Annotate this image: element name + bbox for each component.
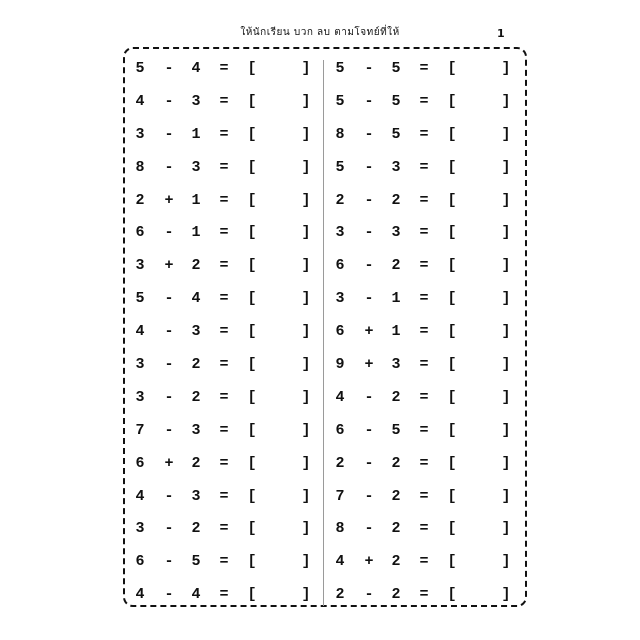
first-operand: 3 bbox=[335, 290, 345, 308]
answer-bracket-open[interactable]: [ bbox=[247, 356, 257, 374]
first-operand: 6 bbox=[335, 421, 345, 439]
operator-sign: - bbox=[364, 454, 374, 472]
equals-sign: = bbox=[219, 224, 229, 242]
second-operand: 3 bbox=[191, 421, 201, 439]
first-operand: 9 bbox=[335, 356, 345, 374]
second-operand: 3 bbox=[391, 224, 401, 242]
answer-bracket-open[interactable]: [ bbox=[247, 553, 257, 571]
answer-bracket-close[interactable]: ] bbox=[501, 388, 511, 406]
answer-bracket-close[interactable]: ] bbox=[501, 487, 511, 505]
problem-row bbox=[331, 512, 516, 545]
problem-row bbox=[331, 216, 516, 249]
problem-row bbox=[131, 184, 316, 217]
equals-sign: = bbox=[219, 158, 229, 176]
first-operand: 8 bbox=[135, 158, 145, 176]
answer-bracket-close[interactable]: ] bbox=[301, 323, 311, 341]
problem-row bbox=[331, 85, 516, 118]
answer-bracket-close[interactable]: ] bbox=[301, 520, 311, 538]
first-operand: 5 bbox=[135, 290, 145, 308]
problem-row bbox=[331, 447, 516, 480]
operator-sign: - bbox=[364, 224, 374, 242]
first-operand: 6 bbox=[135, 553, 145, 571]
operator-sign: - bbox=[164, 125, 174, 143]
equals-sign: = bbox=[219, 323, 229, 341]
first-operand: 4 bbox=[335, 388, 345, 406]
first-operand: 2 bbox=[335, 586, 345, 604]
operator-sign: + bbox=[364, 323, 374, 341]
second-operand: 5 bbox=[391, 92, 401, 110]
equals-sign: = bbox=[419, 356, 429, 374]
equals-sign: = bbox=[419, 586, 429, 604]
second-operand: 5 bbox=[391, 421, 401, 439]
equals-sign: = bbox=[219, 520, 229, 538]
second-operand: 2 bbox=[191, 520, 201, 538]
answer-bracket-open[interactable]: [ bbox=[247, 224, 257, 242]
operator-sign: - bbox=[164, 224, 174, 242]
answer-bracket-close[interactable]: ] bbox=[301, 60, 311, 77]
problem-row bbox=[131, 447, 316, 480]
problem-row bbox=[131, 249, 316, 282]
answer-bracket-open[interactable]: [ bbox=[447, 356, 457, 374]
answer-bracket-close[interactable]: ] bbox=[501, 224, 511, 242]
answer-bracket-close[interactable]: ] bbox=[501, 60, 511, 77]
second-operand: 1 bbox=[191, 125, 201, 143]
first-operand: 5 bbox=[135, 60, 145, 77]
problem-row bbox=[131, 578, 316, 611]
answer-bracket-open[interactable]: [ bbox=[247, 487, 257, 505]
answer-bracket-close[interactable]: ] bbox=[501, 290, 511, 308]
first-operand: 4 bbox=[135, 586, 145, 604]
operator-sign: + bbox=[164, 191, 174, 209]
column-divider bbox=[323, 60, 324, 606]
answer-bracket-open[interactable]: [ bbox=[447, 388, 457, 406]
operator-sign: - bbox=[364, 191, 374, 209]
answer-bracket-open[interactable]: [ bbox=[447, 290, 457, 308]
answer-bracket-close[interactable]: ] bbox=[301, 158, 311, 176]
problem-row bbox=[331, 249, 516, 282]
answer-bracket-close[interactable]: ] bbox=[301, 92, 311, 110]
answer-bracket-open[interactable]: [ bbox=[447, 323, 457, 341]
problem-row bbox=[331, 315, 516, 348]
equals-sign: = bbox=[419, 323, 429, 341]
problem-row bbox=[131, 52, 316, 85]
second-operand: 2 bbox=[191, 454, 201, 472]
equals-sign: = bbox=[219, 421, 229, 439]
answer-bracket-close[interactable]: ] bbox=[301, 290, 311, 308]
answer-bracket-close[interactable]: ] bbox=[501, 92, 511, 110]
equals-sign: = bbox=[219, 388, 229, 406]
second-operand: 4 bbox=[191, 586, 201, 604]
answer-bracket-close[interactable]: ] bbox=[501, 520, 511, 538]
second-operand: 2 bbox=[391, 388, 401, 406]
answer-bracket-open[interactable]: [ bbox=[447, 224, 457, 242]
first-operand: 3 bbox=[135, 356, 145, 374]
answer-bracket-close[interactable]: ] bbox=[301, 224, 311, 242]
equals-sign: = bbox=[219, 356, 229, 374]
answer-bracket-close[interactable]: ] bbox=[301, 487, 311, 505]
equals-sign: = bbox=[419, 125, 429, 143]
first-operand: 8 bbox=[335, 520, 345, 538]
problem-row bbox=[331, 381, 516, 414]
first-operand: 4 bbox=[335, 553, 345, 571]
equals-sign: = bbox=[219, 586, 229, 604]
first-operand: 7 bbox=[135, 421, 145, 439]
answer-bracket-close[interactable]: ] bbox=[501, 454, 511, 472]
equals-sign: = bbox=[219, 60, 229, 77]
answer-bracket-open[interactable]: [ bbox=[247, 158, 257, 176]
second-operand: 3 bbox=[391, 158, 401, 176]
second-operand: 2 bbox=[391, 454, 401, 472]
second-operand: 2 bbox=[191, 356, 201, 374]
answer-bracket-open[interactable]: [ bbox=[447, 553, 457, 571]
answer-bracket-open[interactable]: [ bbox=[447, 158, 457, 176]
problem-row bbox=[131, 282, 316, 315]
second-operand: 1 bbox=[191, 224, 201, 242]
problem-row bbox=[331, 578, 516, 611]
first-operand: 2 bbox=[335, 191, 345, 209]
problem-row bbox=[331, 151, 516, 184]
answer-bracket-open[interactable]: [ bbox=[247, 323, 257, 341]
equals-sign: = bbox=[419, 454, 429, 472]
answer-bracket-open[interactable]: [ bbox=[447, 125, 457, 143]
second-operand: 2 bbox=[391, 586, 401, 604]
first-operand: 7 bbox=[335, 487, 345, 505]
right-problem-column bbox=[331, 52, 516, 611]
answer-bracket-close[interactable]: ] bbox=[301, 388, 311, 406]
equals-sign: = bbox=[419, 553, 429, 571]
second-operand: 4 bbox=[191, 290, 201, 308]
problem-row bbox=[331, 118, 516, 151]
second-operand: 3 bbox=[191, 158, 201, 176]
operator-sign: - bbox=[164, 487, 174, 505]
answer-bracket-close[interactable]: ] bbox=[301, 191, 311, 209]
operator-sign: - bbox=[164, 421, 174, 439]
answer-bracket-close[interactable]: ] bbox=[501, 586, 511, 604]
answer-bracket-close[interactable]: ] bbox=[301, 421, 311, 439]
equals-sign: = bbox=[419, 92, 429, 110]
first-operand: 6 bbox=[335, 323, 345, 341]
answer-bracket-close[interactable]: ] bbox=[501, 323, 511, 341]
equals-sign: = bbox=[419, 421, 429, 439]
second-operand: 5 bbox=[391, 125, 401, 143]
second-operand: 1 bbox=[191, 191, 201, 209]
problem-row bbox=[131, 480, 316, 513]
first-operand: 3 bbox=[135, 388, 145, 406]
equals-sign: = bbox=[419, 257, 429, 275]
equals-sign: = bbox=[419, 191, 429, 209]
problem-row bbox=[331, 282, 516, 315]
first-operand: 3 bbox=[335, 224, 345, 242]
second-operand: 2 bbox=[391, 487, 401, 505]
equals-sign: = bbox=[419, 520, 429, 538]
first-operand: 3 bbox=[135, 125, 145, 143]
answer-bracket-open[interactable]: [ bbox=[247, 454, 257, 472]
first-operand: 4 bbox=[135, 323, 145, 341]
left-problem-column bbox=[131, 52, 316, 611]
operator-sign: - bbox=[364, 158, 374, 176]
second-operand: 5 bbox=[191, 553, 201, 571]
second-operand: 3 bbox=[191, 323, 201, 341]
equals-sign: = bbox=[219, 257, 229, 275]
second-operand: 3 bbox=[191, 487, 201, 505]
operator-sign: - bbox=[164, 158, 174, 176]
first-operand: 4 bbox=[135, 92, 145, 110]
first-operand: 3 bbox=[135, 257, 145, 275]
problem-row bbox=[131, 348, 316, 381]
equals-sign: = bbox=[219, 290, 229, 308]
answer-bracket-close[interactable]: ] bbox=[501, 158, 511, 176]
problem-row bbox=[131, 216, 316, 249]
equals-sign: = bbox=[419, 224, 429, 242]
answer-bracket-close[interactable]: ] bbox=[501, 257, 511, 275]
operator-sign: + bbox=[164, 454, 174, 472]
first-operand: 2 bbox=[135, 191, 145, 209]
problem-row bbox=[131, 545, 316, 578]
equals-sign: = bbox=[419, 388, 429, 406]
second-operand: 5 bbox=[391, 60, 401, 77]
second-operand: 4 bbox=[191, 60, 201, 77]
operator-sign: - bbox=[164, 60, 174, 77]
equals-sign: = bbox=[219, 125, 229, 143]
equals-sign: = bbox=[419, 60, 429, 77]
operator-sign: - bbox=[164, 388, 174, 406]
operator-sign: - bbox=[364, 421, 374, 439]
operator-sign: - bbox=[364, 290, 374, 308]
operator-sign: - bbox=[364, 487, 374, 505]
problem-row bbox=[331, 184, 516, 217]
problem-row bbox=[131, 118, 316, 151]
operator-sign: - bbox=[164, 553, 174, 571]
operator-sign: + bbox=[364, 553, 374, 571]
problem-row bbox=[131, 151, 316, 184]
second-operand: 2 bbox=[391, 257, 401, 275]
problem-row bbox=[331, 348, 516, 381]
second-operand: 2 bbox=[191, 388, 201, 406]
answer-bracket-open[interactable]: [ bbox=[447, 520, 457, 538]
answer-bracket-open[interactable]: [ bbox=[247, 60, 257, 77]
operator-sign: + bbox=[364, 356, 374, 374]
operator-sign: - bbox=[164, 92, 174, 110]
equals-sign: = bbox=[219, 454, 229, 472]
answer-bracket-open[interactable]: [ bbox=[447, 60, 457, 77]
equals-sign: = bbox=[219, 553, 229, 571]
answer-bracket-close[interactable]: ] bbox=[501, 421, 511, 439]
operator-sign: - bbox=[364, 92, 374, 110]
problem-row bbox=[331, 414, 516, 447]
problem-row bbox=[131, 512, 316, 545]
equals-sign: = bbox=[419, 290, 429, 308]
operator-sign: - bbox=[164, 586, 174, 604]
first-operand: 4 bbox=[135, 487, 145, 505]
problem-row bbox=[331, 480, 516, 513]
second-operand: 2 bbox=[391, 191, 401, 209]
first-operand: 5 bbox=[335, 60, 345, 77]
equals-sign: = bbox=[419, 158, 429, 176]
answer-bracket-open[interactable]: [ bbox=[247, 421, 257, 439]
answer-bracket-open[interactable]: [ bbox=[447, 586, 457, 604]
operator-sign: - bbox=[364, 125, 374, 143]
operator-sign: - bbox=[364, 586, 374, 604]
answer-bracket-open[interactable]: [ bbox=[447, 92, 457, 110]
answer-bracket-open[interactable]: [ bbox=[247, 257, 257, 275]
problem-row bbox=[331, 545, 516, 578]
second-operand: 3 bbox=[191, 92, 201, 110]
operator-sign: - bbox=[164, 356, 174, 374]
equals-sign: = bbox=[219, 191, 229, 209]
answer-bracket-open[interactable]: [ bbox=[247, 125, 257, 143]
answer-bracket-open[interactable]: [ bbox=[247, 586, 257, 604]
answer-bracket-open[interactable]: [ bbox=[247, 520, 257, 538]
problem-row bbox=[131, 85, 316, 118]
first-operand: 8 bbox=[335, 125, 345, 143]
answer-bracket-open[interactable]: [ bbox=[447, 421, 457, 439]
page-number: 1 bbox=[497, 27, 505, 40]
problem-row bbox=[131, 381, 316, 414]
second-operand: 1 bbox=[391, 323, 401, 341]
answer-bracket-close[interactable]: ] bbox=[301, 454, 311, 472]
first-operand: 6 bbox=[135, 454, 145, 472]
equals-sign: = bbox=[419, 487, 429, 505]
answer-bracket-close[interactable]: ] bbox=[501, 125, 511, 143]
first-operand: 6 bbox=[135, 224, 145, 242]
first-operand: 5 bbox=[335, 158, 345, 176]
equals-sign: = bbox=[219, 487, 229, 505]
answer-bracket-close[interactable]: ] bbox=[301, 553, 311, 571]
answer-bracket-close[interactable]: ] bbox=[301, 356, 311, 374]
answer-bracket-open[interactable]: [ bbox=[247, 191, 257, 209]
instruction-title: ให้นักเรียน บวก ลบ ตามโจทย์ที่ให้ bbox=[240, 27, 400, 38]
answer-bracket-open[interactable]: [ bbox=[447, 191, 457, 209]
operator-sign: - bbox=[164, 323, 174, 341]
answer-bracket-close[interactable]: ] bbox=[501, 356, 511, 374]
first-operand: 2 bbox=[335, 454, 345, 472]
second-operand: 1 bbox=[391, 290, 401, 308]
first-operand: 3 bbox=[135, 520, 145, 538]
operator-sign: - bbox=[364, 60, 374, 77]
problem-row bbox=[331, 52, 516, 85]
answer-bracket-close[interactable]: ] bbox=[301, 125, 311, 143]
second-operand: 3 bbox=[391, 356, 401, 374]
operator-sign: - bbox=[364, 388, 374, 406]
first-operand: 5 bbox=[335, 92, 345, 110]
answer-bracket-open[interactable]: [ bbox=[247, 290, 257, 308]
problem-row bbox=[131, 315, 316, 348]
answer-bracket-close[interactable]: ] bbox=[501, 191, 511, 209]
second-operand: 2 bbox=[391, 553, 401, 571]
answer-bracket-open[interactable]: [ bbox=[447, 257, 457, 275]
operator-sign: - bbox=[164, 290, 174, 308]
answer-bracket-close[interactable]: ] bbox=[501, 553, 511, 571]
answer-bracket-close[interactable]: ] bbox=[301, 586, 311, 604]
problem-row bbox=[131, 414, 316, 447]
answer-bracket-open[interactable]: [ bbox=[247, 388, 257, 406]
operator-sign: - bbox=[364, 520, 374, 538]
answer-bracket-open[interactable]: [ bbox=[447, 454, 457, 472]
operator-sign: - bbox=[164, 520, 174, 538]
answer-bracket-open[interactable]: [ bbox=[447, 487, 457, 505]
second-operand: 2 bbox=[391, 520, 401, 538]
operator-sign: - bbox=[364, 257, 374, 275]
operator-sign: + bbox=[164, 257, 174, 275]
second-operand: 2 bbox=[191, 257, 201, 275]
first-operand: 6 bbox=[335, 257, 345, 275]
answer-bracket-open[interactable]: [ bbox=[247, 92, 257, 110]
equals-sign: = bbox=[219, 92, 229, 110]
answer-bracket-close[interactable]: ] bbox=[301, 257, 311, 275]
